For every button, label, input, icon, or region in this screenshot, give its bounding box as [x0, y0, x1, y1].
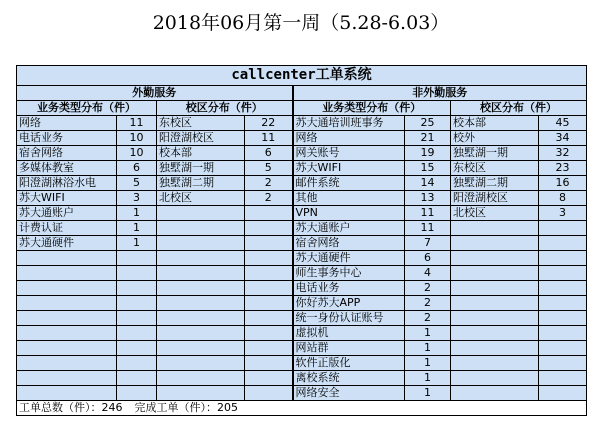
- field-campus-name: [157, 296, 245, 311]
- field-campus-count: [245, 311, 293, 326]
- nonfield-business-name: 宿舍网络: [293, 236, 405, 251]
- field-campus-count: 5: [245, 161, 293, 176]
- summary-footer: [17, 401, 587, 416]
- summary-cell: [17, 401, 587, 416]
- nonfield-business-count: 21: [405, 131, 451, 146]
- nonfield-campus-name: [451, 371, 539, 386]
- nonfield-business-name: 统一身份认证账号: [293, 311, 405, 326]
- nonfield-campus-count: 34: [539, 131, 587, 146]
- field-business-count: [117, 296, 157, 311]
- nonfield-campus-count: [539, 341, 587, 356]
- nonfield-business-count: 11: [405, 221, 451, 236]
- field-business-count: [117, 251, 157, 266]
- nonfield-business-name: 你好苏大APP: [293, 296, 405, 311]
- table-row: [17, 326, 587, 341]
- table-row: [17, 131, 587, 146]
- field-business-name: [17, 371, 117, 386]
- field-business-count: 11: [117, 116, 157, 131]
- nonfield-campus-count: 45: [539, 116, 587, 131]
- field-campus-name: [157, 236, 245, 251]
- nonfield-business-name: 网站群: [293, 341, 405, 356]
- field-business-count: 3: [117, 191, 157, 206]
- nonfield-business-count: 19: [405, 146, 451, 161]
- nonfield-business-name: 苏大通培训班事务: [293, 116, 405, 131]
- field-campus-name: [157, 326, 245, 341]
- field-business-count: [117, 341, 157, 356]
- field-campus-count: [245, 236, 293, 251]
- nonfield-business-count: 14: [405, 176, 451, 191]
- nonfield-business-count: 7: [405, 236, 451, 251]
- field-business-header: 业务类型分布（件）: [17, 101, 157, 116]
- field-campus-name: [157, 371, 245, 386]
- field-campus-name: 校本部: [157, 146, 245, 161]
- field-business-name: 阳澄湖淋浴水电: [17, 176, 117, 191]
- nonfield-business-name: VPN: [293, 206, 405, 221]
- nonfield-campus-count: 8: [539, 191, 587, 206]
- field-business-count: 1: [117, 206, 157, 221]
- nonfield-campus-name: 校外: [451, 131, 539, 146]
- nonfield-business-count: 1: [405, 386, 451, 401]
- field-campus-name: [157, 266, 245, 281]
- nonfield-business-count: 1: [405, 371, 451, 386]
- field-business-count: 1: [117, 221, 157, 236]
- nonfield-business-count: 6: [405, 251, 451, 266]
- nonfield-campus-name: 阳澄湖校区: [451, 191, 539, 206]
- field-business-count: 6: [117, 161, 157, 176]
- table-row: [17, 371, 587, 386]
- nonfield-campus-count: 23: [539, 161, 587, 176]
- nonfield-campus-count: [539, 221, 587, 236]
- field-business-name: 电话业务: [17, 131, 117, 146]
- field-campus-name: [157, 386, 245, 401]
- table-row: [17, 191, 587, 206]
- nonfield-campus-name: 北校区: [451, 206, 539, 221]
- field-business-count: 1: [117, 236, 157, 251]
- field-business-count: [117, 386, 157, 401]
- field-campus-count: 2: [245, 176, 293, 191]
- field-business-name: 宿舍网络: [17, 146, 117, 161]
- nonfield-business-name: 师生事务中心: [293, 266, 405, 281]
- nonfield-campus-count: [539, 281, 587, 296]
- field-campus-name: 东校区: [157, 116, 245, 131]
- field-business-count: [117, 371, 157, 386]
- nonfield-business-count: 1: [405, 356, 451, 371]
- table-row: [17, 356, 587, 371]
- nonfield-business-count: 1: [405, 326, 451, 341]
- field-business-name: 苏大WIFI: [17, 191, 117, 206]
- nonfield-campus-name: [451, 281, 539, 296]
- field-business-name: [17, 281, 117, 296]
- field-business-count: [117, 326, 157, 341]
- nonfield-business-count: 25: [405, 116, 451, 131]
- completed-tickets-label: 完成工单（件）：205: [134, 401, 238, 414]
- field-business-name: 苏大通硬件: [17, 236, 117, 251]
- field-campus-count: 6: [245, 146, 293, 161]
- nonfield-service-header: 非外勤服务: [293, 86, 587, 101]
- field-business-count: 10: [117, 146, 157, 161]
- field-service-header: 外勤服务: [17, 86, 293, 101]
- nonfield-business-count: 4: [405, 266, 451, 281]
- table-row: [17, 236, 587, 251]
- field-business-name: [17, 266, 117, 281]
- field-campus-count: 11: [245, 131, 293, 146]
- field-business-name: [17, 356, 117, 371]
- nonfield-business-name: 苏大通账户: [293, 221, 405, 236]
- field-business-name: [17, 296, 117, 311]
- field-campus-header: 校区分布（件）: [157, 101, 293, 116]
- table-row: [17, 161, 587, 176]
- field-business-count: 5: [117, 176, 157, 191]
- field-campus-count: [245, 296, 293, 311]
- field-campus-name: [157, 221, 245, 236]
- nonfield-campus-name: 校本部: [451, 116, 539, 131]
- nonfield-business-name: 其他: [293, 191, 405, 206]
- nonfield-campus-count: [539, 251, 587, 266]
- field-campus-count: [245, 356, 293, 371]
- field-business-name: [17, 311, 117, 326]
- nonfield-campus-name: [451, 356, 539, 371]
- field-business-name: 计费认证: [17, 221, 117, 236]
- field-campus-count: 2: [245, 191, 293, 206]
- nonfield-business-count: 2: [405, 296, 451, 311]
- field-campus-count: [245, 281, 293, 296]
- table-row: [17, 251, 587, 266]
- field-campus-count: [245, 251, 293, 266]
- field-campus-name: [157, 206, 245, 221]
- nonfield-business-name: 网关账号: [293, 146, 405, 161]
- nonfield-campus-name: [451, 236, 539, 251]
- nonfield-campus-name: 东校区: [451, 161, 539, 176]
- table-row: [17, 281, 587, 296]
- nonfield-business-header: 业务类型分布（件）: [293, 101, 451, 116]
- nonfield-campus-count: 32: [539, 146, 587, 161]
- field-campus-name: [157, 251, 245, 266]
- nonfield-campus-name: [451, 221, 539, 236]
- table-row: [17, 296, 587, 311]
- field-business-count: 10: [117, 131, 157, 146]
- nonfield-campus-count: [539, 236, 587, 251]
- nonfield-campus-name: 独墅湖二期: [451, 176, 539, 191]
- table-row: [17, 116, 587, 131]
- nonfield-business-count: 11: [405, 206, 451, 221]
- nonfield-campus-count: [539, 356, 587, 371]
- nonfield-business-count: 15: [405, 161, 451, 176]
- field-campus-count: 22: [245, 116, 293, 131]
- table-row: [17, 311, 587, 326]
- field-campus-count: [245, 386, 293, 401]
- nonfield-campus-name: [451, 341, 539, 356]
- field-business-name: 多媒体教室: [17, 161, 117, 176]
- field-business-name: [17, 386, 117, 401]
- nonfield-campus-header: 校区分布（件）: [451, 101, 587, 116]
- nonfield-campus-name: [451, 251, 539, 266]
- nonfield-business-name: 网络安全: [293, 386, 405, 401]
- table-row: [17, 341, 587, 356]
- nonfield-campus-name: [451, 296, 539, 311]
- nonfield-campus-count: [539, 266, 587, 281]
- nonfield-campus-count: 16: [539, 176, 587, 191]
- field-campus-name: 阳澄湖校区: [157, 131, 245, 146]
- table-row: [17, 176, 587, 191]
- nonfield-business-name: 虚拟机: [293, 326, 405, 341]
- table-row: [17, 206, 587, 221]
- field-campus-count: [245, 371, 293, 386]
- total-tickets-label: 工单总数（件）：246: [19, 401, 123, 414]
- table-row: [17, 146, 587, 161]
- field-business-count: [117, 266, 157, 281]
- nonfield-business-count: 13: [405, 191, 451, 206]
- nonfield-campus-name: [451, 326, 539, 341]
- nonfield-campus-count: [539, 386, 587, 401]
- nonfield-business-name: 邮件系统: [293, 176, 405, 191]
- field-campus-name: [157, 341, 245, 356]
- nonfield-campus-name: [451, 266, 539, 281]
- field-campus-name: [157, 281, 245, 296]
- nonfield-business-name: 苏大WIFI: [293, 161, 405, 176]
- table-row: [17, 386, 587, 401]
- field-campus-name: 独墅湖二期: [157, 176, 245, 191]
- report-title: 2018年06月第一周（5.28-6.03）: [152, 12, 450, 34]
- nonfield-business-name: 电话业务: [293, 281, 405, 296]
- nonfield-business-count: 2: [405, 281, 451, 296]
- field-campus-name: 北校区: [157, 191, 245, 206]
- field-campus-count: [245, 206, 293, 221]
- table-row: [17, 221, 587, 236]
- nonfield-campus-name: [451, 386, 539, 401]
- field-business-name: [17, 341, 117, 356]
- nonfield-business-name: 软件正版化: [293, 356, 405, 371]
- nonfield-business-name: 网络: [293, 131, 405, 146]
- field-business-name: [17, 251, 117, 266]
- field-campus-name: [157, 311, 245, 326]
- nonfield-campus-count: [539, 296, 587, 311]
- field-business-name: 苏大通账户: [17, 206, 117, 221]
- nonfield-business-name: 离校系统: [293, 371, 405, 386]
- table-row: [17, 266, 587, 281]
- field-business-name: [17, 326, 117, 341]
- nonfield-campus-count: [539, 311, 587, 326]
- nonfield-campus-count: [539, 326, 587, 341]
- field-business-count: [117, 281, 157, 296]
- field-campus-count: [245, 341, 293, 356]
- nonfield-business-count: 1: [405, 341, 451, 356]
- nonfield-campus-name: [451, 311, 539, 326]
- field-campus-count: [245, 326, 293, 341]
- ticket-summary-table: [16, 65, 587, 416]
- field-business-count: [117, 311, 157, 326]
- nonfield-campus-count: [539, 371, 587, 386]
- field-campus-count: [245, 221, 293, 236]
- nonfield-business-count: 2: [405, 311, 451, 326]
- nonfield-campus-name: 独墅湖一期: [451, 146, 539, 161]
- field-campus-name: 独墅湖一期: [157, 161, 245, 176]
- field-campus-name: [157, 356, 245, 371]
- system-name: callcenter工单系统: [17, 66, 587, 86]
- field-business-name: 网络: [17, 116, 117, 131]
- nonfield-campus-count: 3: [539, 206, 587, 221]
- field-business-count: [117, 356, 157, 371]
- nonfield-business-name: 苏大通硬件: [293, 251, 405, 266]
- field-campus-count: [245, 266, 293, 281]
